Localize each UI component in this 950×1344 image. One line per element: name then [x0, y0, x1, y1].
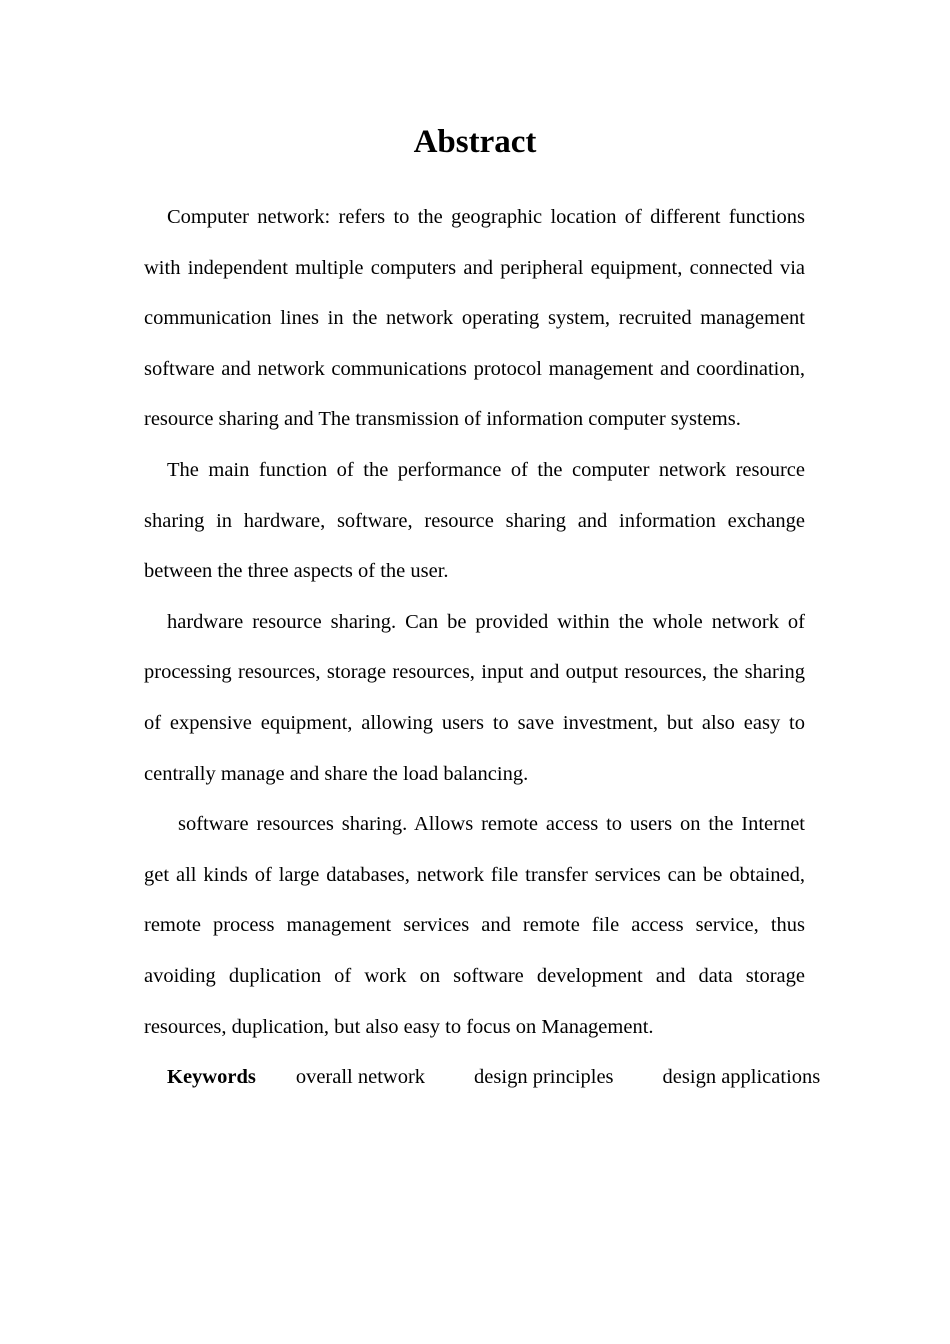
keywords-label: Keywords	[167, 1066, 256, 1089]
keyword-term: design applications	[662, 1066, 821, 1089]
abstract-paragraph-1: Computer network: refers to the geographic location of different functions with independent multiple computers and peripheral equipment, connected via communication lines in the network operating system, recruited management software and network communications protocol management and coordination, resource sharing and The transmission of information computer systems.	[144, 206, 805, 431]
abstract-paragraph-3: hardware resource sharing. Can be provided within the whole network of processing resources, storage resources, input and output resources, the sharing of expensive equipment, allowing users to save investment, but also easy to centrally manage and share the load balancing.	[144, 610, 805, 785]
keyword-term: overall network	[295, 1066, 426, 1089]
abstract-paragraph-2: The main function of the performance of the computer network resource sharing in hardware, software, resource sharing and information exchange between the three aspects of the user.	[144, 458, 805, 583]
keywords-line	[144, 1052, 821, 1103]
abstract-body	[144, 192, 821, 1103]
keyword-term: design principles	[474, 1066, 614, 1089]
page-title: Abstract	[413, 124, 537, 160]
abstract-paragraph-4: software resources sharing. Allows remote access to users on the Internet get all kinds of large databases, network file transfer services can be obtained, remote process management services and remote file access service, thus avoiding duplication of work on software development and data storage resources, duplication, but also easy to focus on Management.	[144, 813, 805, 1038]
